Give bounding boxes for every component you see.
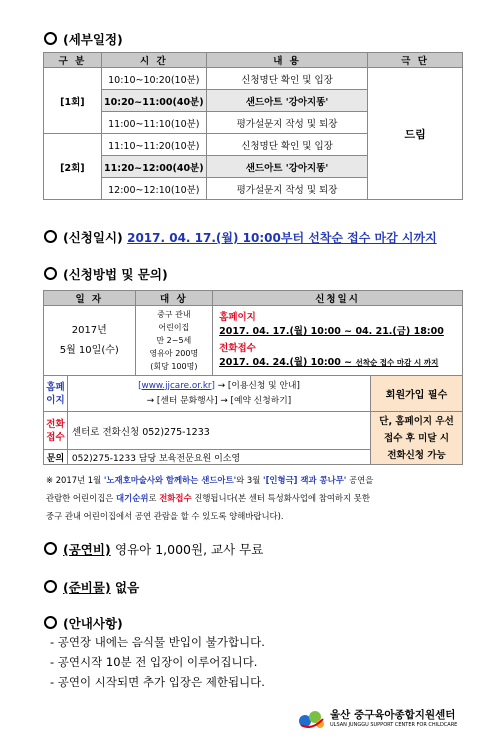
time-cell: 12:00~12:10(10분): [101, 178, 206, 200]
apply-period-cell: 홈페이지 2017. 04. 17.(월) 10:00 ~ 04. 21.(금) 18:00 전화접수 2017. 04. 24.(월) 10:00 ~ 선착순 접수 마감 시 까지: [213, 306, 463, 376]
guide-list: [50, 632, 265, 692]
guide-heading: (안내사항): [44, 614, 123, 632]
center-logo: [298, 706, 468, 732]
fee-line: (공연비) 영유아 1,000원, 교사 무료: [44, 540, 263, 558]
circle-bullet-icon: [44, 267, 57, 280]
content-cell: 샌드아트 '강아지똥': [206, 90, 367, 112]
time-cell: 10:20~11:00(40분): [101, 90, 206, 112]
schedule-table: [43, 52, 463, 200]
logo-sub: ULSAN JUNGGU SUPPORT CENTER FOR CHILDCARE: [330, 722, 458, 728]
col-header: 구 분: [44, 53, 102, 68]
content-cell: 신청명단 확인 및 입장: [206, 68, 367, 90]
apply-date-heading: (신청일시) 2017. 04. 17.(월) 10:00부터 선착순 접수 마감 시까지: [44, 228, 437, 246]
logo-name: 울산 중구육아종합지원센터: [330, 709, 456, 721]
homepage-link[interactable]: [www.jjcare.or.kr]: [138, 380, 215, 391]
circle-bullet-icon: [44, 580, 57, 593]
circle-bullet-icon: [44, 616, 57, 629]
content-cell: 평가설문지 작성 및 퇴장: [206, 178, 367, 200]
col-header: 일 자: [44, 291, 136, 306]
col-header: 대 상: [135, 291, 213, 306]
col-header: 시 간: [101, 53, 206, 68]
col-header: 극 단: [368, 53, 463, 68]
inquiry-text: 052)275-1233 담당 보육전문요원 이소영: [67, 450, 370, 465]
method-heading: (신청방법 및 문의): [44, 265, 168, 283]
home-instructions: [www.jjcare.or.kr] → [이용신청 및 안내] → [센터 문화행사] → [예약 신청하기]: [67, 376, 370, 412]
time-cell: 11:10~11:20(10분): [101, 134, 206, 156]
content-cell: 신청명단 확인 및 입장: [206, 134, 367, 156]
col-header: 내 용: [206, 53, 367, 68]
time-cell: 11:00~11:10(10분): [101, 112, 206, 134]
content-cell: 샌드아트 '강아지똥': [206, 156, 367, 178]
method-table: [43, 290, 463, 465]
phone-note: 단, 홈페이지 우선 접수 후 미달 시 전화신청 가능: [371, 412, 463, 465]
guide-item: - 공연장 내에는 음식물 반입이 불가합니다.: [50, 635, 265, 649]
logo-mark-icon: [298, 707, 326, 731]
apply-date-value: 2017. 04. 17.(월) 10:00부터 선착순 접수 마감 시까지: [127, 231, 437, 245]
footnote: ※ 2017년 1월 '노재호마술사와 함께하는 샌드아트'와 3월 '[인형극] 잭과 콩나무' 공연을 관람한 어린이집은 대기순위로 전화접수 진행됩니다(본 센터 특성화사업에 참여하지 못한 중구 관내 어린이집에서 공연 관람을 할 수 있도록 양해바랍니다).: [46, 475, 374, 521]
schedule-heading: (세부일정): [44, 30, 123, 48]
target-cell: 중구 관내 어린이집 만 2~5세 영유아 200명 (회당 100명): [135, 306, 213, 376]
troupe-cell: 드림: [368, 68, 463, 200]
member-required: 회원가입 필수: [371, 376, 463, 412]
guide-item: - 공연시작 10분 전 입장이 이루어집니다.: [50, 655, 258, 669]
date-cell: 2017년 5월 10일(수): [44, 306, 136, 376]
row-label-home: 홈페 이지: [44, 376, 68, 412]
circle-bullet-icon: [44, 32, 57, 45]
time-cell: 10:10~10:20(10분): [101, 68, 206, 90]
group-label: [1회]: [44, 68, 102, 134]
inquiry-label: 문의: [44, 450, 68, 465]
guide-item: - 공연이 시작되면 추가 입장은 제한됩니다.: [50, 675, 265, 689]
col-header: 신청일시: [213, 291, 463, 306]
supplies-line: (준비물) 없음: [44, 578, 139, 596]
content-cell: 평가설문지 작성 및 퇴장: [206, 112, 367, 134]
time-cell: 11:20~12:00(40분): [101, 156, 206, 178]
row-label-phone: 전화 접수: [44, 412, 68, 450]
group-label: [2회]: [44, 134, 102, 200]
phone-instructions: 센터로 전화신청 052)275-1233: [67, 412, 370, 450]
circle-bullet-icon: [44, 542, 57, 555]
circle-bullet-icon: [44, 230, 57, 243]
